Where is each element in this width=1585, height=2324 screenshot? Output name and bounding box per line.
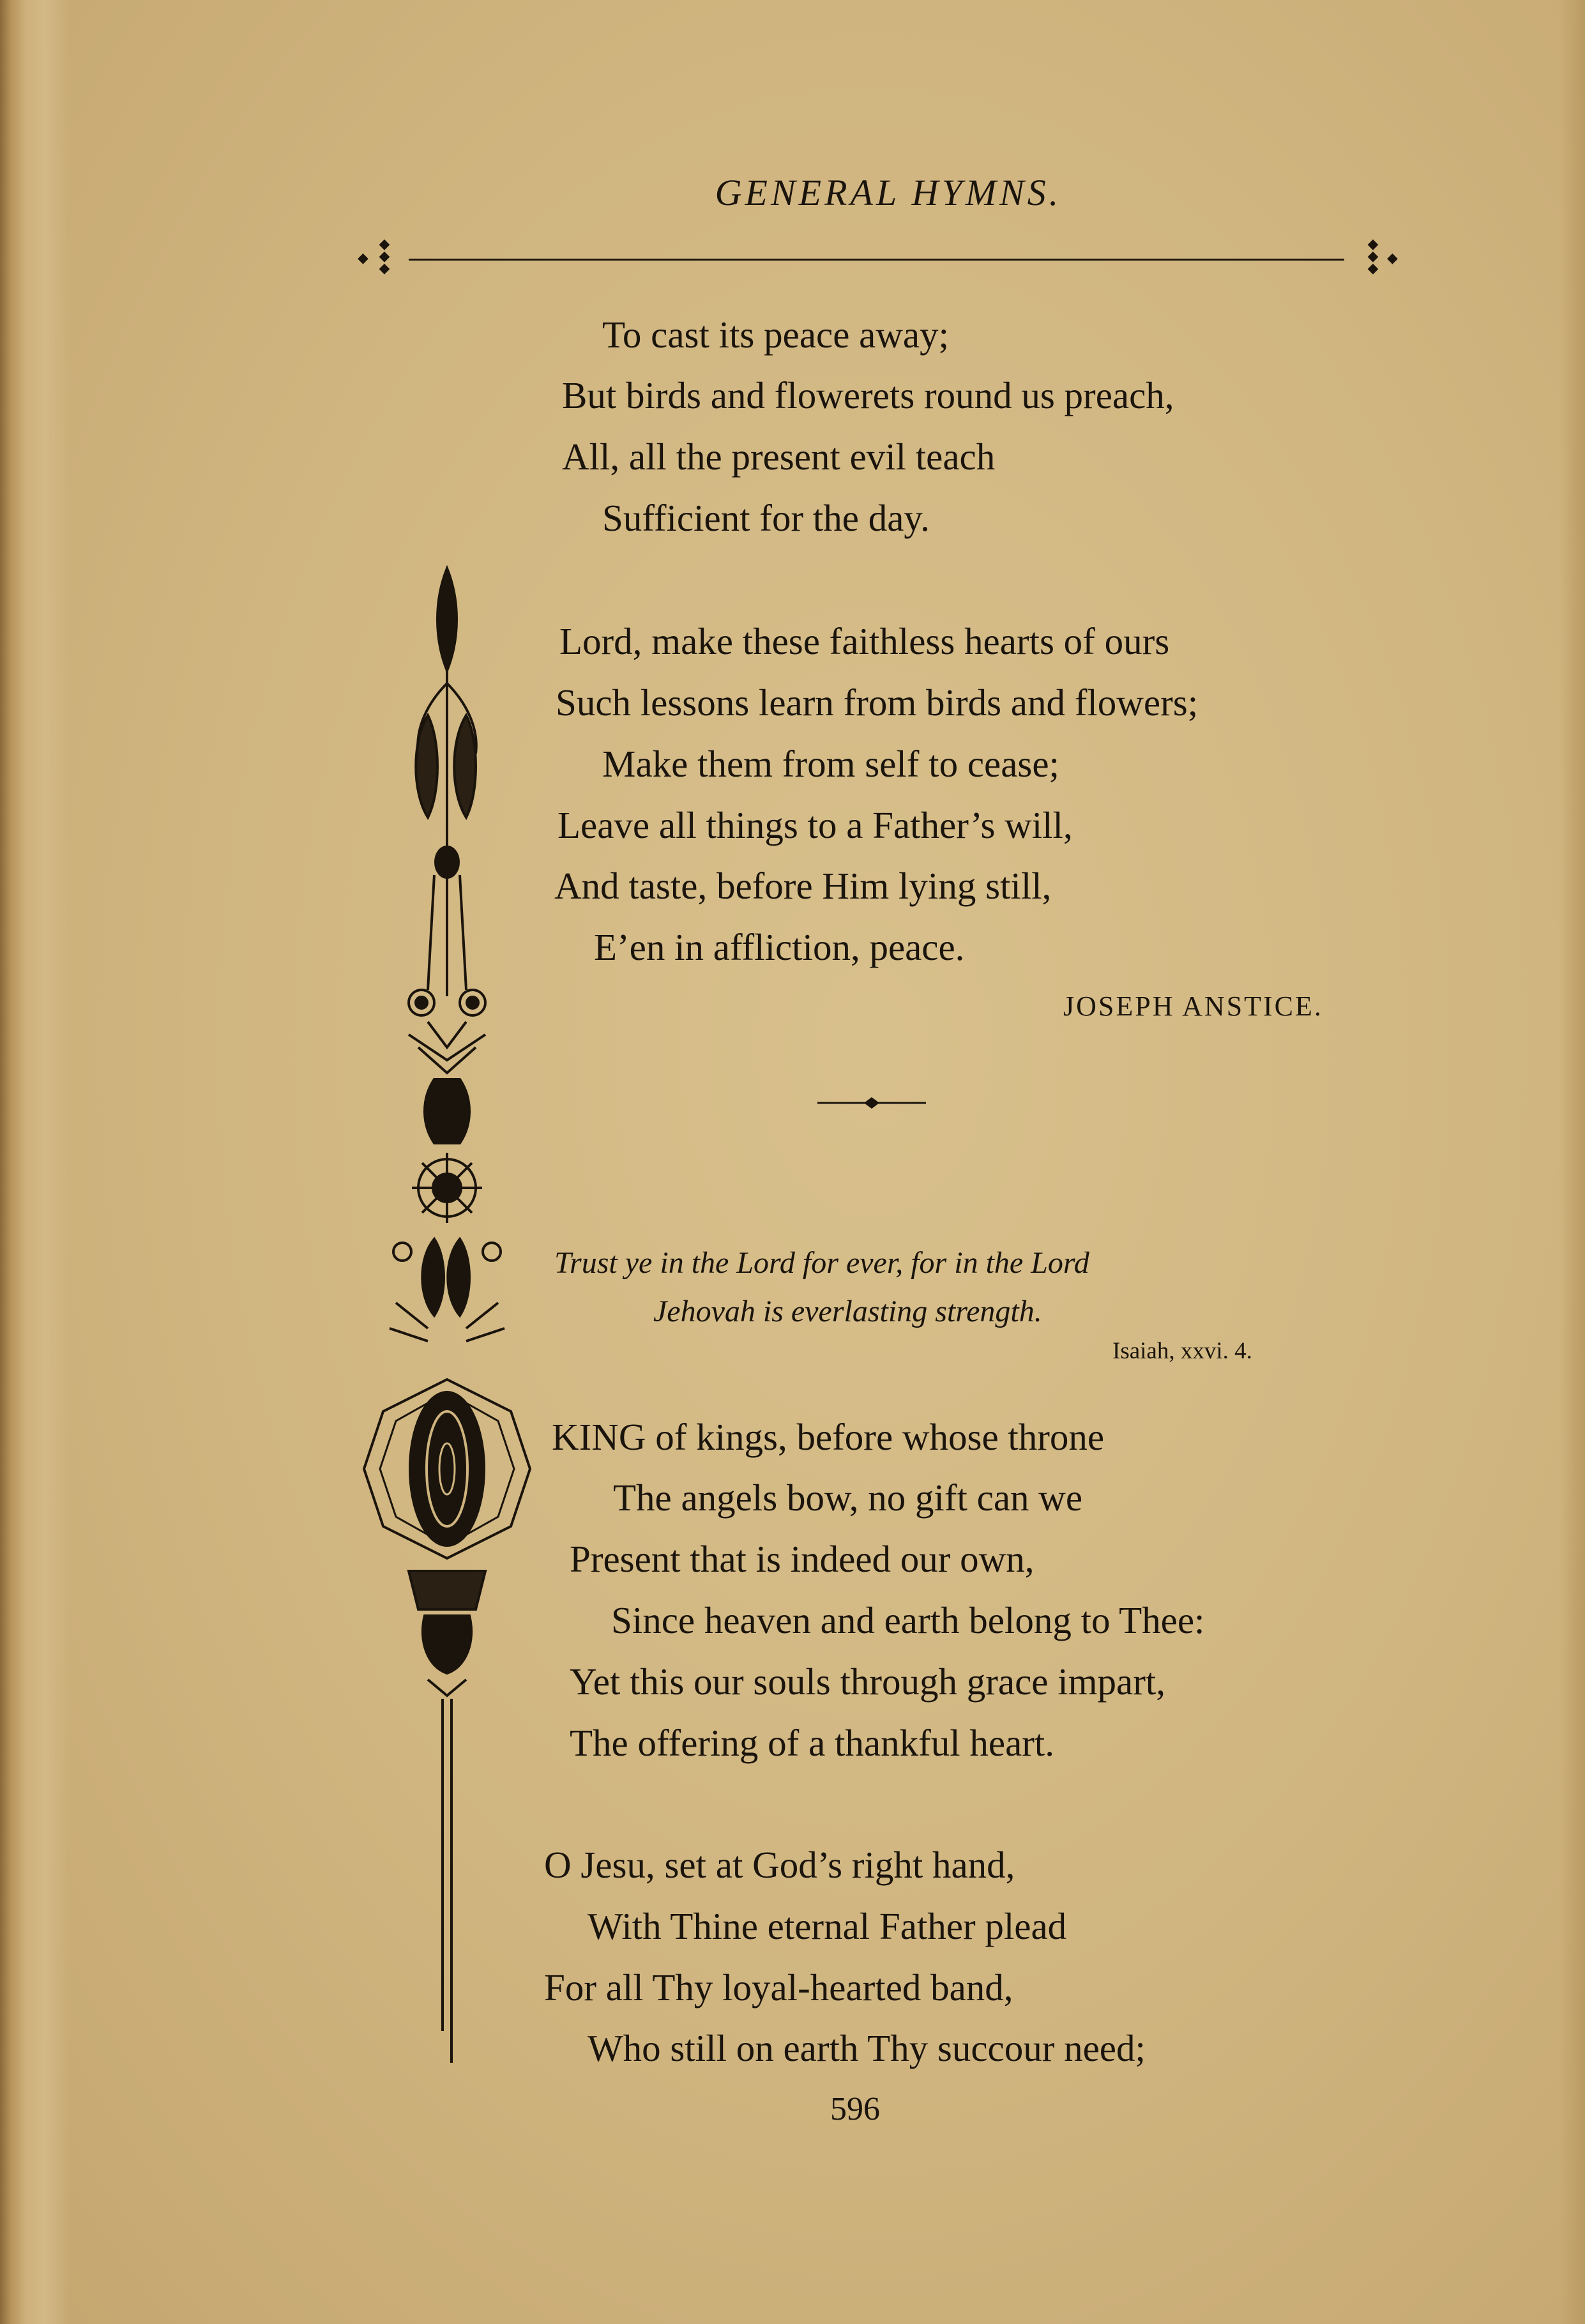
hymn-one-line-1: To cast its peace away; <box>602 314 950 356</box>
hymn-two-line-2: The angels bow, no gift can we <box>613 1477 1083 1519</box>
right-diamond-ornament: ◆ <box>1387 250 1398 266</box>
hymn-two-line-3: Present that is indeed our own, <box>570 1538 1035 1580</box>
hymn-two-line-1: KING of kings, before whose throne <box>552 1416 1105 1458</box>
hymn-two-line-10: Who still on earth Thy succour need; <box>588 2027 1146 2069</box>
hymn-one-line-9: And taste, before Him lying still, <box>554 865 1052 907</box>
hymn-one-line-3: All, all the present evil teach <box>562 436 996 478</box>
hymn-one-line-10: E’en in affliction, peace. <box>594 926 965 968</box>
running-head: GENERAL HYMNS. <box>715 172 1062 213</box>
right-dots-ornament: ◆ ◆ ◆ <box>1367 236 1379 276</box>
hymn-one-line-7: Make them from self to cease; <box>602 743 1059 785</box>
epigraph-line-2: Jehovah is everlasting strength. <box>653 1295 1042 1328</box>
epigraph-reference: Isaiah, xxvi. 4. <box>1112 1338 1252 1364</box>
hymn-one-line-4: Sufficient for the day. <box>602 497 930 539</box>
hymn-one-author: JOSEPH ANSTICE. <box>1063 991 1323 1022</box>
hymn-one-line-2: But birds and flowerets round us preach, <box>562 374 1174 416</box>
hymn-two-line-8: With Thine eternal Father plead <box>588 1905 1067 1947</box>
hymn-two-line-9: For all Thy loyal-hearted band, <box>544 1966 1013 2009</box>
vertical-ornament-icon <box>338 562 543 2069</box>
hymn-two-line-7: O Jesu, set at God’s right hand, <box>544 1844 1015 1886</box>
hymn-two-line-6: The offering of a thankful heart. <box>570 1722 1055 1764</box>
page-number: 596 <box>830 2091 880 2127</box>
left-dots-ornament: ◆ ◆ ◆ <box>379 236 390 276</box>
hymn-one-line-5: Lord, make these faithless hearts of ours <box>559 620 1170 662</box>
left-diamond-ornament: ◆ <box>358 250 368 266</box>
section-divider <box>817 1093 926 1113</box>
header-rule <box>409 259 1344 261</box>
hymn-two-line-5: Yet this our souls through grace impart, <box>570 1660 1165 1703</box>
epigraph-line-1: Trust ye in the Lord for ever, for in the Lord <box>554 1246 1089 1280</box>
hymn-one-line-8: Leave all things to a Father’s will, <box>557 804 1073 846</box>
hymn-one-line-6: Such lessons learn from birds and flowers; <box>556 681 1199 724</box>
hymn-two-line-4: Since heaven and earth belong to Thee: <box>611 1599 1205 1641</box>
